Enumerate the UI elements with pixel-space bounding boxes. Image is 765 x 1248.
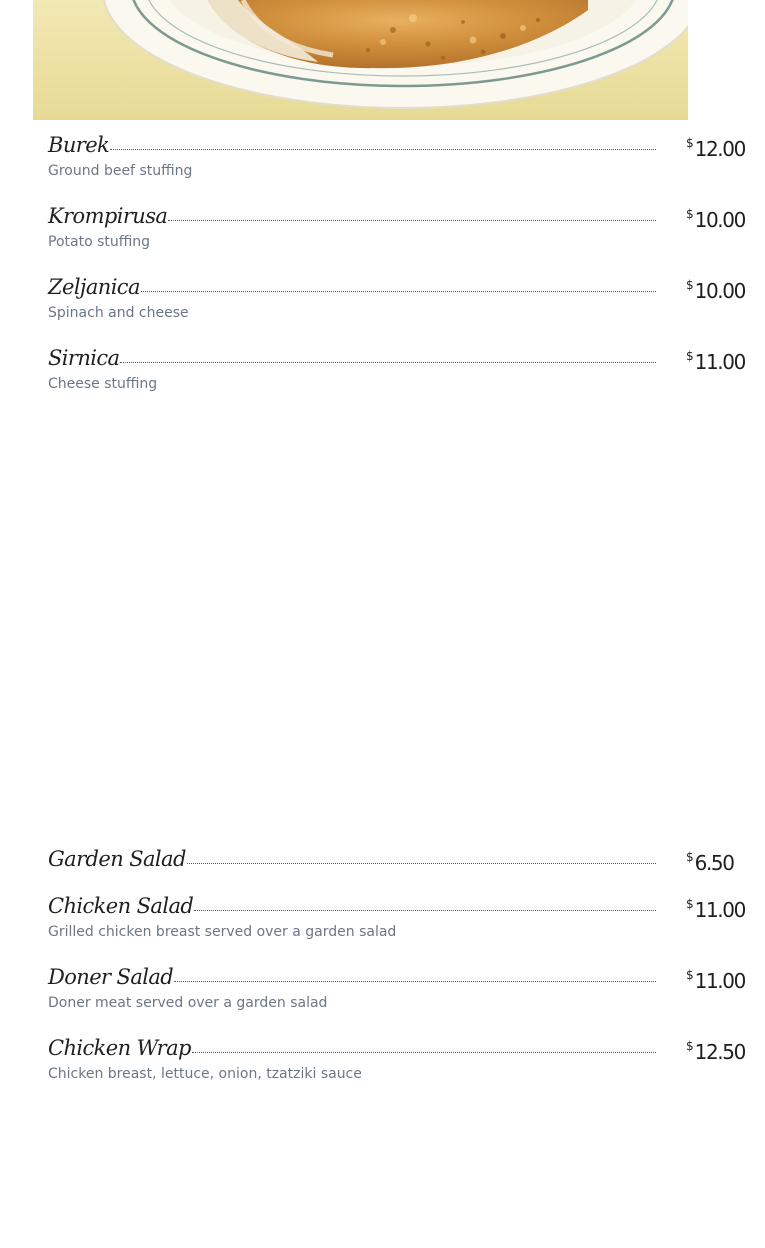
price-value: 11.00 xyxy=(694,350,745,374)
item-price xyxy=(686,897,745,922)
menu-item-zeljanica xyxy=(48,268,745,322)
price-value: 10.00 xyxy=(694,279,745,303)
item-description: Doner meat served over a garden salad xyxy=(48,995,328,1011)
currency-symbol: $ xyxy=(686,278,694,292)
hero-food-photo xyxy=(33,0,688,120)
item-description: Spinach and cheese xyxy=(48,305,189,321)
burek-menu-section xyxy=(48,126,745,410)
price-value: 10.00 xyxy=(694,208,745,232)
item-price xyxy=(686,278,745,303)
menu-item-burek xyxy=(48,126,745,180)
dotted-leader xyxy=(141,290,656,292)
dotted-leader xyxy=(168,219,656,221)
item-name: Sirnica xyxy=(48,346,120,370)
dotted-leader xyxy=(174,980,656,982)
item-price xyxy=(686,207,745,232)
item-name: Krompirusa xyxy=(48,204,168,228)
dotted-leader xyxy=(120,361,656,363)
currency-symbol: $ xyxy=(686,349,694,363)
item-price xyxy=(686,349,745,374)
item-description: Cheese stuffing xyxy=(48,376,158,392)
item-name: Garden Salad xyxy=(48,847,186,871)
currency-symbol: $ xyxy=(686,207,694,221)
currency-symbol: $ xyxy=(686,1039,694,1053)
dotted-leader xyxy=(187,862,656,864)
currency-symbol: $ xyxy=(686,968,694,982)
burek-plate-image xyxy=(33,0,688,120)
price-value: 11.00 xyxy=(694,898,745,922)
price-value: 12.50 xyxy=(694,1040,745,1064)
price-value: 11.00 xyxy=(694,969,745,993)
menu-item-sirnica xyxy=(48,339,745,393)
item-name: Chicken Wrap xyxy=(48,1036,191,1060)
item-price xyxy=(686,968,745,993)
menu-item-chicken-salad xyxy=(48,887,745,941)
item-price xyxy=(686,851,738,874)
currency-symbol: $ xyxy=(686,850,694,864)
dotted-leader xyxy=(110,148,656,150)
dotted-leader xyxy=(192,1051,656,1053)
dotted-leader xyxy=(194,909,656,911)
price-value: 6.50 xyxy=(694,851,734,875)
menu-item-doner-salad xyxy=(48,958,745,1012)
item-name: Zeljanica xyxy=(48,275,140,299)
menu-item-krompirusa xyxy=(48,197,745,251)
item-description: Grilled chicken breast served over a garden salad xyxy=(48,924,397,940)
salads-menu-section xyxy=(48,840,745,1100)
item-description: Potato stuffing xyxy=(48,234,151,250)
item-price xyxy=(686,1039,745,1064)
item-description: Ground beef stuffing xyxy=(48,163,193,179)
item-name: Doner Salad xyxy=(48,965,174,989)
item-description: Chicken breast, lettuce, onion, tzatziki sauce xyxy=(48,1066,362,1082)
item-price xyxy=(686,136,745,161)
item-name: Chicken Salad xyxy=(48,894,194,918)
item-name: Burek xyxy=(48,133,110,157)
menu-item-chicken-wrap xyxy=(48,1029,745,1083)
price-value: 12.00 xyxy=(694,137,745,161)
currency-symbol: $ xyxy=(686,136,694,150)
currency-symbol: $ xyxy=(686,897,694,911)
menu-item-garden-salad xyxy=(48,840,738,874)
